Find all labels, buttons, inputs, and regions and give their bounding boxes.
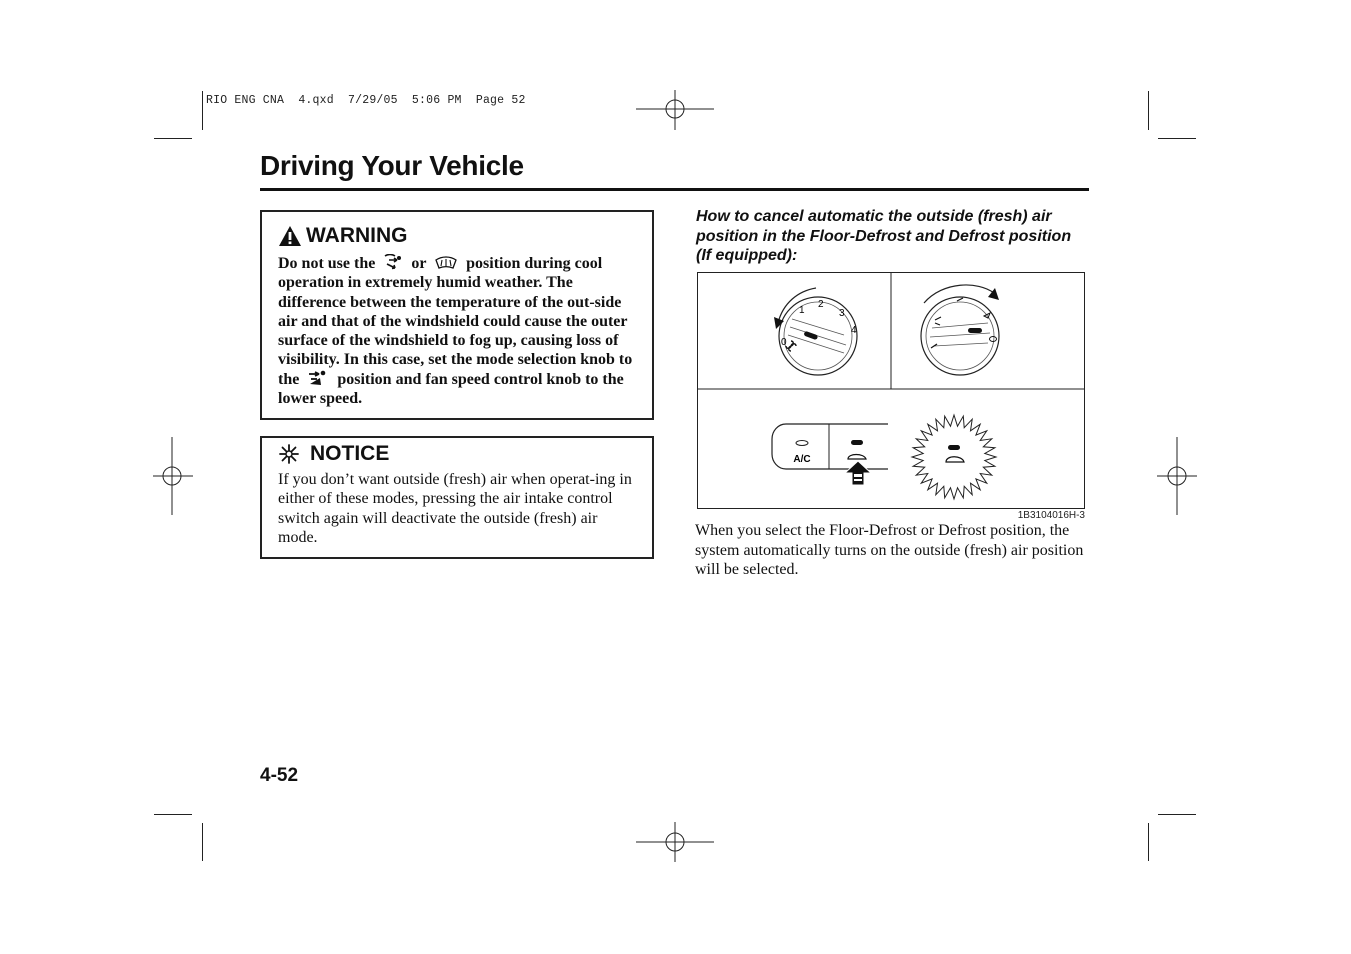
warning-triangle-icon xyxy=(278,225,302,247)
warning-heading: WARNING xyxy=(278,224,408,248)
floor-defrost-icon xyxy=(383,254,403,270)
defrost-icon xyxy=(434,256,458,270)
face-vent-icon xyxy=(307,370,329,386)
printer-slug: RIO ENG CNA 4.qxd 7/29/05 5:06 PM Page 52 xyxy=(206,94,526,107)
fan-speed-label-0: 0 xyxy=(781,337,787,348)
fan-speed-label-1: 1 xyxy=(799,305,805,316)
registration-mark-top xyxy=(636,90,714,130)
asterisk-icon xyxy=(278,443,300,465)
intake-indicator-starburst xyxy=(912,415,996,499)
control-panel-illustration xyxy=(698,273,1084,508)
fan-speed-knob xyxy=(774,288,857,375)
notice-heading: NOTICE xyxy=(278,442,389,466)
page-title: Driving Your Vehicle xyxy=(260,150,524,181)
ac-intake-buttons xyxy=(772,424,888,485)
page-number: 4-52 xyxy=(260,765,299,786)
control-panel-figure xyxy=(697,272,1085,509)
ac-button-label: A/C xyxy=(793,454,811,465)
warning-box xyxy=(260,210,654,420)
title-rule xyxy=(260,188,1089,191)
mode-selection-knob xyxy=(921,285,999,375)
fan-icon xyxy=(786,341,796,351)
fan-speed-label-4: 4 xyxy=(851,325,857,336)
warning-text: Do not use the or position during cool operation in extremely humid weather. The difference between the temperature of the out-side air and that of the windshield could cause the outer surface of the windshield to fog up, causing loss of visibility. In this case, set the mode selection knob to the position and fan speed control knob to the lower speed. xyxy=(278,255,633,408)
registration-mark-bottom xyxy=(636,822,714,862)
fan-speed-label-2: 2 xyxy=(818,299,824,310)
figure-code: 1B3104016H-3 xyxy=(1017,510,1085,521)
fan-speed-label-3: 3 xyxy=(839,308,845,319)
notice-box xyxy=(260,436,654,559)
body-text: When you select the Floor-Defrost or Defrost position, the system automatically turns on the outside (fresh) air position will be selected. xyxy=(695,522,1084,578)
registration-mark-left xyxy=(153,437,193,515)
notice-text: If you don’t want outside (fresh) air when operat-ing in either of these modes, pressing the air intake control switch again will deactivate the outside (fresh) air mode. xyxy=(278,471,632,546)
registration-mark-right xyxy=(1157,437,1197,515)
section-subheading: How to cancel automatic the outside (fresh) air position in the Floor-Defrost and Defrost position (If equipped): xyxy=(696,208,1072,264)
